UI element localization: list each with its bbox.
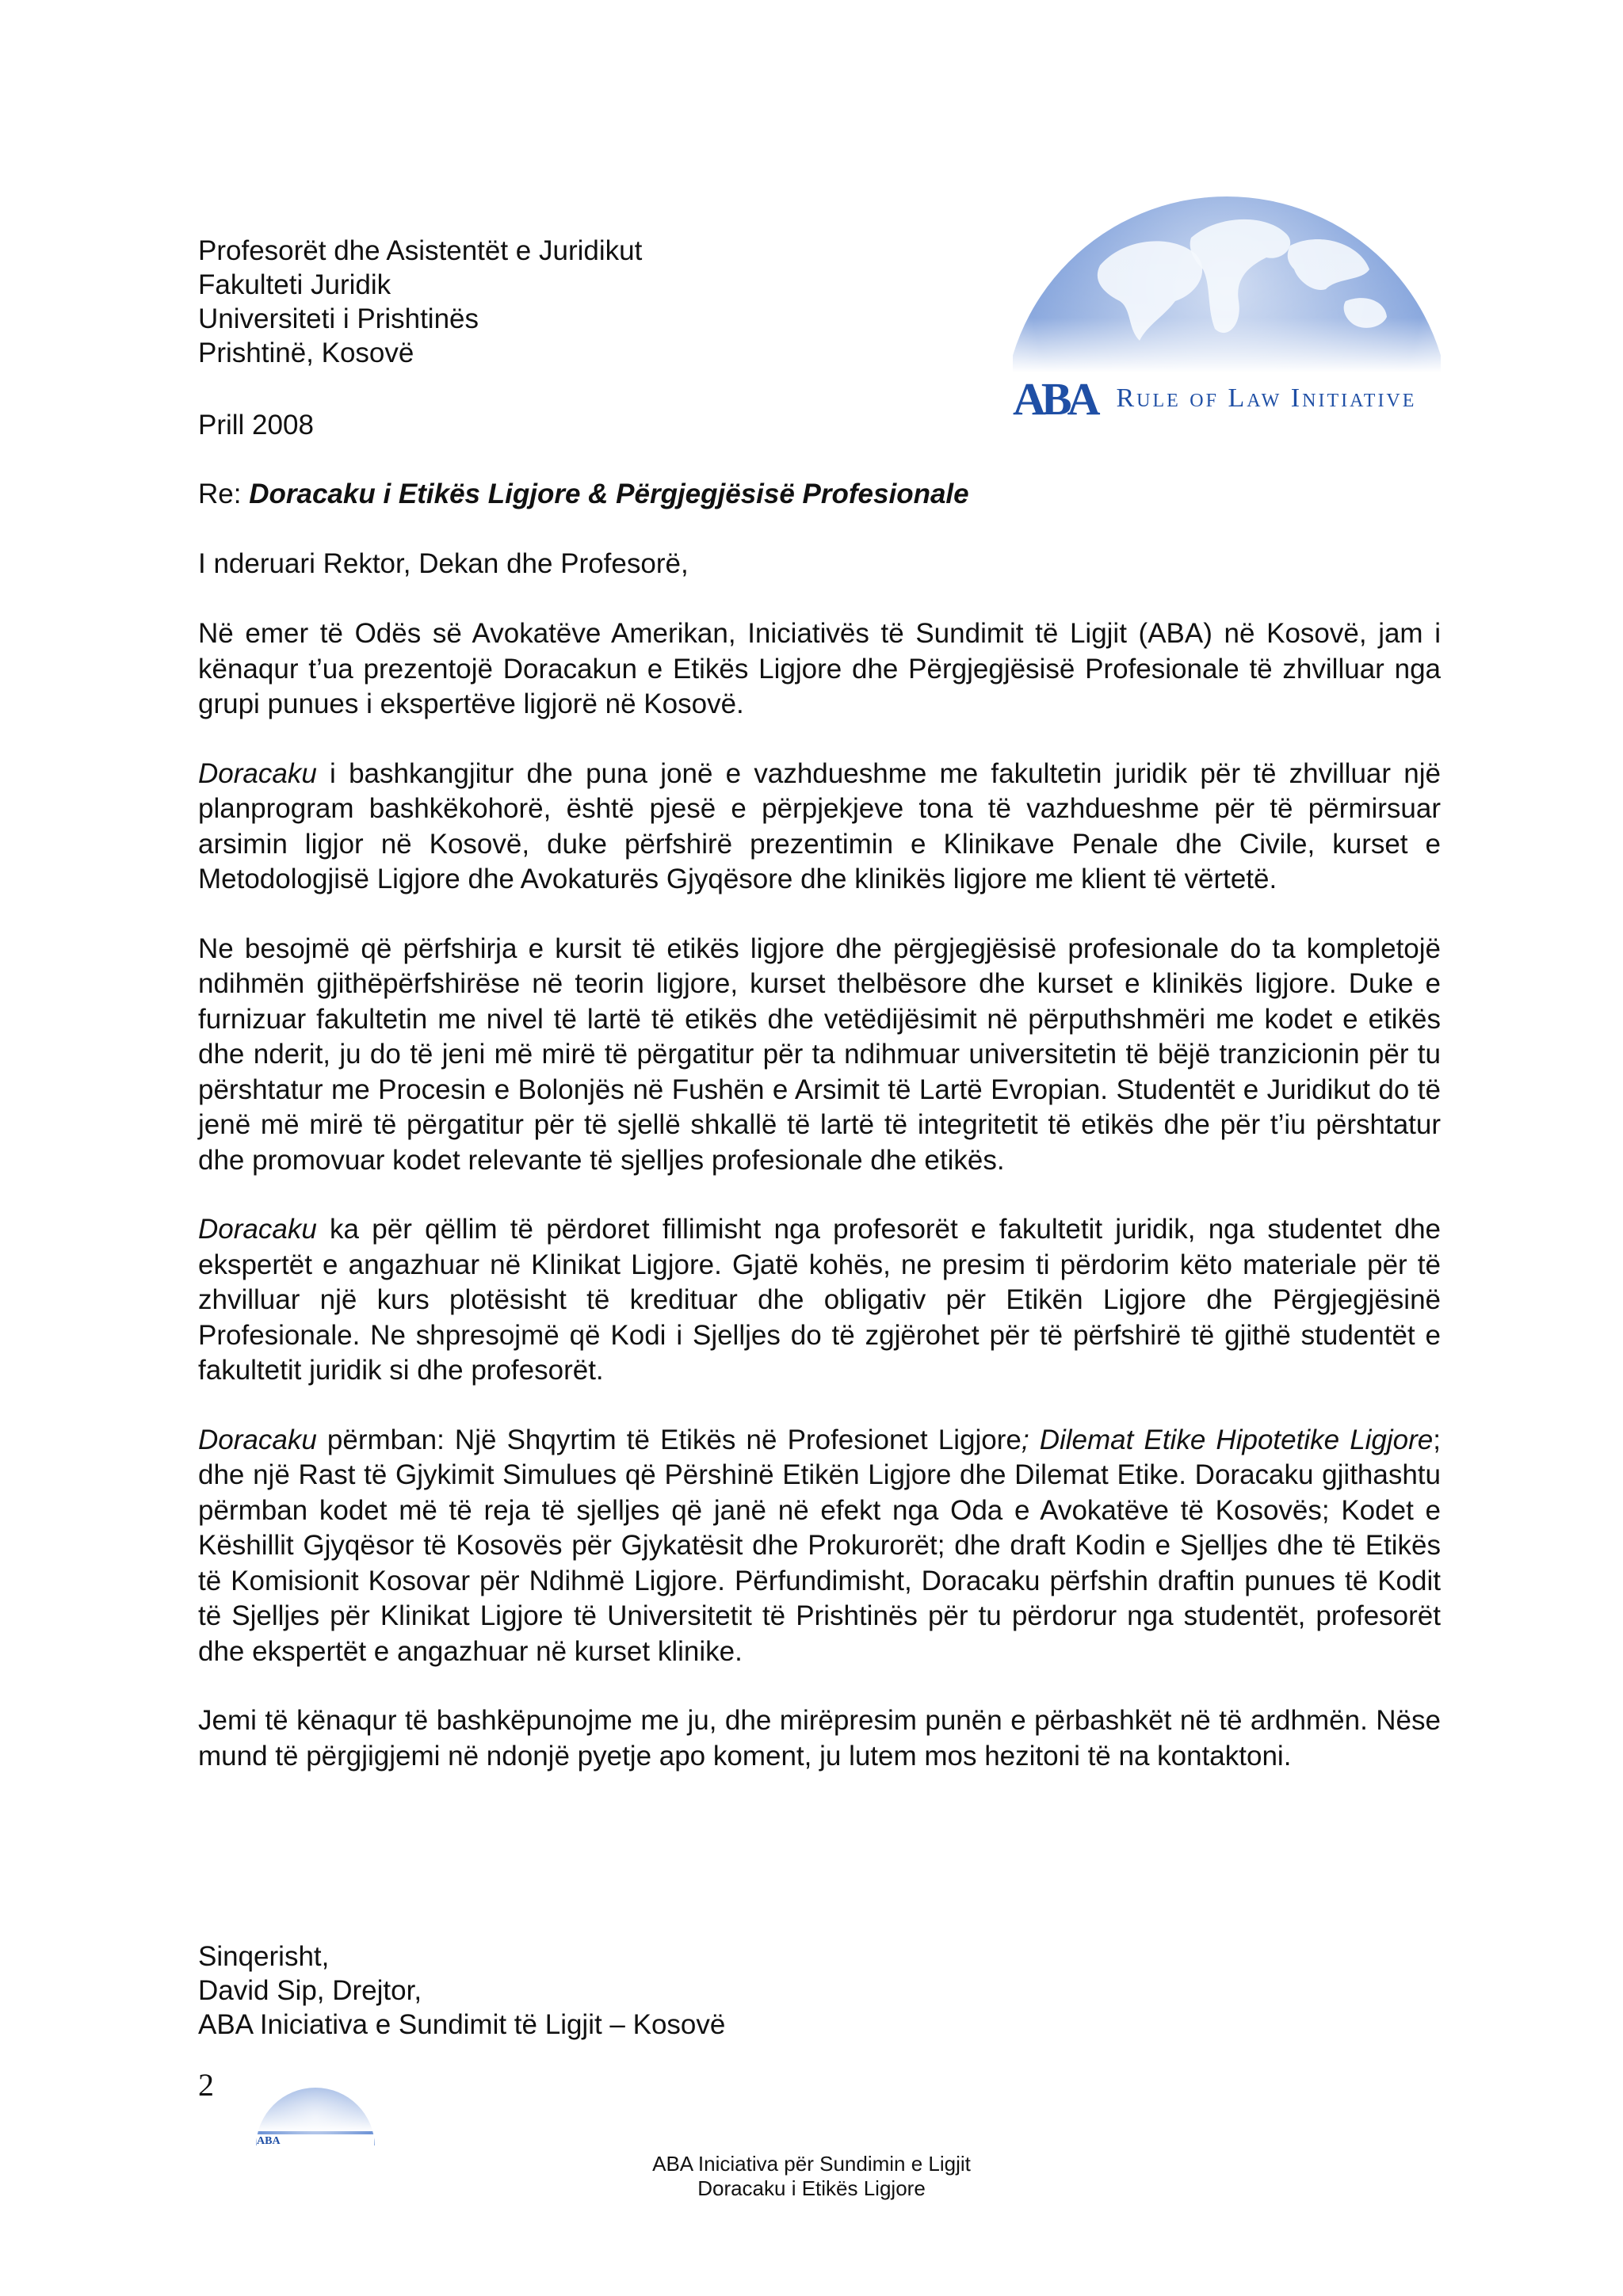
address-line: Profesorët dhe Asistentët e Juridikut: [198, 235, 643, 266]
address-line: Universiteti i Prishtinës: [198, 303, 479, 334]
paragraph-text: ka për qëllim të përdoret fillimisht nga profesorët e fakultetit juridik, nga studentet dhe ekspertët e angazhuar në Klinikat Ligjore. Gjatë kohës, ne presim ti përdorim këto materiale për të zhvilluar një kurs plotësisht të kredituar dhe obligativ për Etikën Ligjore dhe Përgjegjësinë Profesionale. Ne shpresojmë që Kodi i Sjelljes do të zgjërohet për të përfshirë të gjithë studentët e fakultetit juridik si dhe profesorët.: [198, 1214, 1441, 1386]
paragraph: [198, 1423, 1441, 1670]
paragraph: [198, 757, 1441, 898]
paragraph-emphasis: ; Dilemat Etike Hipotetike Ligjore: [1021, 1424, 1434, 1455]
letter-date: Prill 2008: [198, 410, 314, 441]
closing-line: Sinqerisht,: [198, 1941, 330, 1972]
footer-aba-mark: ABA: [257, 2135, 281, 2145]
address-line: Fakulteti Juridik: [198, 269, 391, 300]
subject-line: [198, 477, 969, 511]
aba-rule-of-law-logo: [1013, 190, 1441, 428]
address-line: Prishtinë, Kosovë: [198, 338, 414, 368]
signer-organization: ABA Iniciativa e Sundimit të Ligjit – Kosovë: [198, 2009, 726, 2040]
subject-title: Doracaku i Etikës Ligjore & Përgjegjësisë Profesionale: [249, 479, 969, 509]
rule-of-law-initiative-text: Rule of Law Initiative: [1116, 383, 1417, 413]
footer-text: [0, 2152, 1623, 2201]
paragraph: Ne besojmë që përfshirja e kursit të etikës ligjore dhe përgjegjësisë profesionale do ta kompletojë ndihmën gjithëpërfshirëse në teorin ligjore, kurset thelbësore dhe kurset e klinikës ligjore. Duke e furnizuar fakultetin me nivel të lartë të etikës dhe vetëdijësimit në përputhshmëri me kodet e etikës dhe nderit, ju do të jeni më mirë të përgatitur për ta ndihmuar universitetin të bëjë tranzicionin për tu përshtatur me Procesin e Bolonjës në Fushën e Arsimit të Lartë Evropian. Studentët e Juridikut do të jenë më mirë të përgatitur për të sjellë shkallë të lartë të integritetit të etikës dhe për t’iu përshtatur dhe promovuar kodet relevante të sjelljes profesionale dhe etikës.: [198, 933, 1441, 1176]
footer-line: Doracaku i Etikës Ligjore: [697, 2176, 926, 2200]
footer-logo: [252, 2076, 379, 2145]
doracaku-emphasis: Doracaku: [198, 1424, 317, 1455]
salutation: I nderuari Rektor, Dekan dhe Profesorë,: [198, 548, 689, 579]
recipient-address: [198, 234, 642, 370]
aba-logo-mark: ABA: [1013, 372, 1096, 425]
paragraph: Jemi të kënaqur të bashkëpunojme me ju, dhe mirëpresim punën e përbashkët në të ardhmën. Nëse mund të përgjigjemi në ndonjë pyetje apo koment, ju lutem mos hezitoni të na kontaktoni.: [198, 1705, 1441, 1772]
signer-name: David Sip, Drejtor,: [198, 1975, 422, 2006]
doracaku-emphasis: Doracaku: [198, 1214, 317, 1245]
signature-block: [198, 1939, 725, 2042]
page-number: 2: [198, 2067, 214, 2103]
paragraph-text: përmban: Një Shqyrtim të Etikës në Profesionet Ligjore: [316, 1424, 1022, 1455]
footer-line: ABA Iniciativa për Sundimin e Ligjit: [652, 2152, 971, 2176]
subject-prefix: Re:: [198, 479, 250, 509]
paragraph-text: i bashkangjitur dhe puna jonë e vazhdueshme me fakultetin juridik për të zhvilluar një planprogram bashkëkohorë, është pjesë e përpjekjeve tona të vazhdueshme për të përmirsuar arsimin ligjor në Kosovë, duke përfshirë prezentimin e Klinikave Penale dhe Civile, kurset e Metodologjisë Ligjore dhe Avokaturës Gjyqësore dhe klinikës ligjore me klient të vërtetë.: [198, 757, 1441, 894]
letter-body: [198, 616, 1441, 1808]
footer-globe-icon: [252, 2076, 379, 2145]
paragraph: Në emer të Odës së Avokatëve Amerikan, Iniciativës të Sundimit të Ligjit (ABA) në Kosovë, jam i kënaqur t’ua prezentojë Doracakun e Etikës Ligjore dhe Përgjegjësisë Profesionale të zhvilluar nga grupi punues i ekspertëve ligjorë në Kosovë.: [198, 618, 1441, 719]
paragraph: [198, 1212, 1441, 1389]
globe-icon: [1013, 190, 1441, 372]
paragraph-text: ; dhe një Rast të Gjykimit Simulues që Përshinë Etikën Ligjore dhe Dilemat Etike. Doracaku gjithashtu përmban kodet më të reja të sjelljes që janë në efekt nga Oda e Avokatëve të Kosovës; Kodet e Këshillit Gjyqësor të Kosovës për Gjykatësit dhe Prokurorët; dhe draft Kodin e Sjelljes dhe të Etikës të Komisionit Kosovar për Ndihmë Ligjore. Përfundimisht, Doracaku përfshin draftin punues të Kodit të Sjelljes për Klinikat Ligjore të Universitetit të Prishtinës për tu përdorur nga studentët, profesorët dhe ekspertët e angazhuar në kurset klinike.: [198, 1424, 1441, 1667]
doracaku-emphasis: Doracaku: [198, 757, 317, 789]
